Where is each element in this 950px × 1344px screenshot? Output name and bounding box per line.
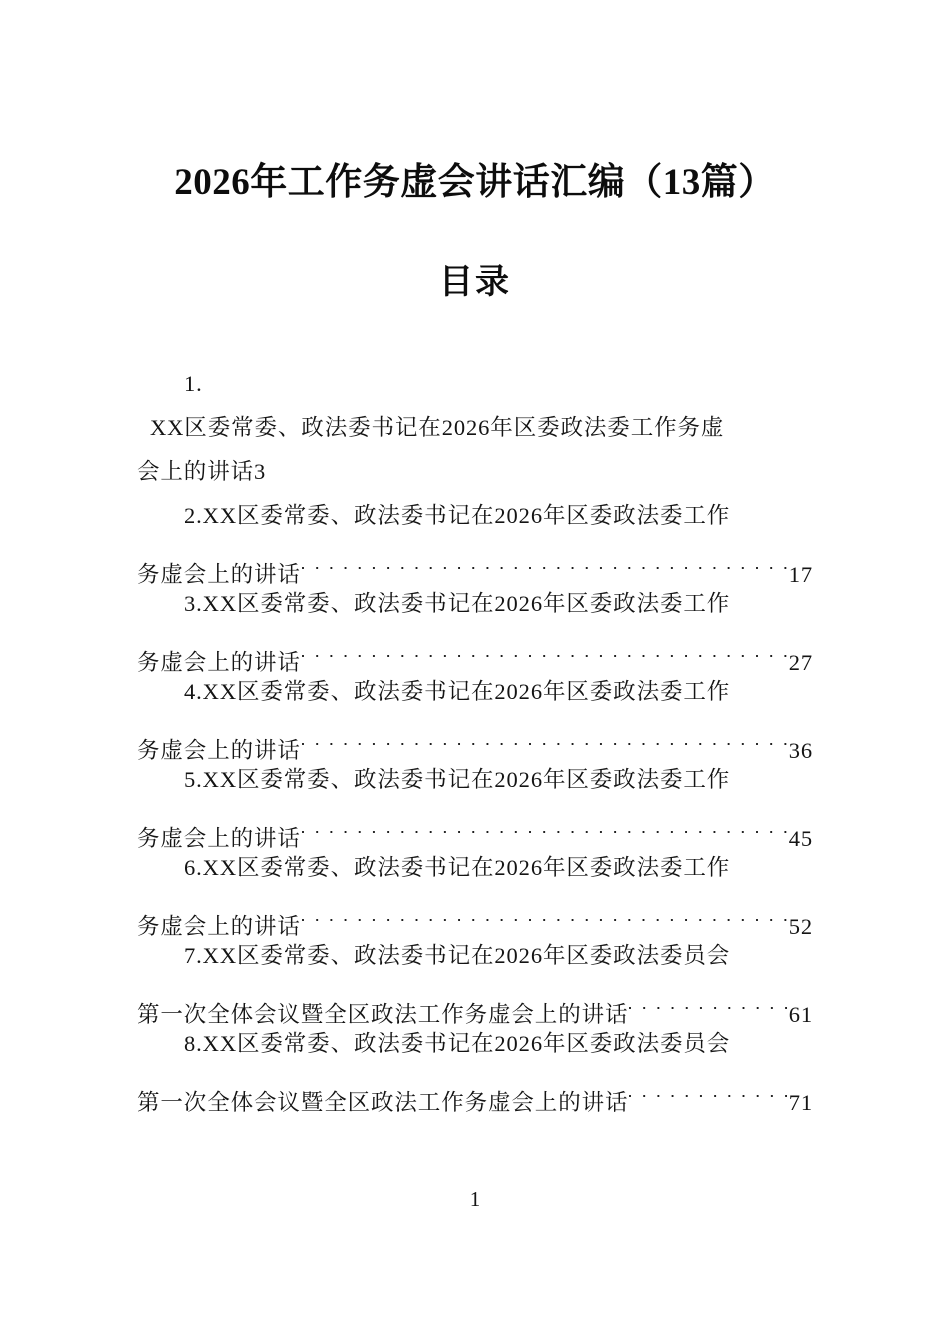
dot-leader (629, 978, 787, 1022)
page-footer-number: 1 (469, 1187, 481, 1211)
toc-entry[interactable] (137, 1022, 813, 1115)
toc-entry-title-line-1: 7.XX区委常委、政法委书记在2026年区委政法委员会 (184, 943, 731, 968)
toc-entry-leader-line (137, 890, 813, 939)
toc-entry[interactable] (137, 758, 813, 851)
toc-entry-title-line-2: 务虚会上的讲话 (137, 562, 301, 587)
toc-entry-title-text: 会上的讲话 (137, 459, 255, 484)
toc-entry-title-line-1: 3.XX区委常委、政法委书记在2026年区委政法委工作 (184, 591, 731, 616)
toc-entry-title-line-2: 务虚会上的讲话 (137, 650, 301, 675)
toc-entry-title-line-2: 务虚会上的讲话 (137, 738, 301, 763)
table-of-contents-list (137, 362, 813, 1115)
toc-entry-title-line-2: 第一次全体会议暨全区政法工作务虚会上的讲话 (137, 1090, 629, 1115)
toc-entry-page-number: 17 (788, 562, 813, 587)
toc-entry-title-line-2: 务虚会上的讲话 (137, 826, 301, 851)
toc-entry-title-line-1: 6.XX区委常委、政法委书记在2026年区委政法委工作 (184, 855, 731, 880)
dot-leader (302, 890, 788, 934)
toc-entry[interactable] (137, 670, 813, 763)
toc-entry-title-line-1: 8.XX区委常委、政法委书记在2026年区委政法委员会 (184, 1031, 731, 1056)
toc-entry-number: 1. (184, 371, 203, 396)
toc-entry-title-line-1: XX区委常委、政法委书记在2026年区委政法委工作务虚 (150, 415, 725, 440)
toc-entry-leader-line (137, 802, 813, 851)
toc-entry-page-number: 71 (788, 1090, 813, 1115)
toc-entry-title-line-2: 务虚会上的讲话 (137, 914, 301, 939)
toc-entry-leader-line (137, 1066, 813, 1115)
toc-entry[interactable] (137, 846, 813, 939)
dot-leader (629, 1066, 787, 1110)
toc-entry-leader-line (137, 538, 813, 587)
toc-entry-leader-line (137, 626, 813, 675)
toc-entry[interactable] (137, 494, 813, 587)
dot-leader (302, 714, 788, 758)
toc-entry-page-number: 61 (788, 1002, 813, 1027)
document-title: 2026年工作务虚会讲话汇编（13篇） (174, 162, 776, 203)
toc-entry-page-number: 3 (254, 459, 267, 484)
toc-entry-leader-line (137, 978, 813, 1027)
toc-entry-leader-line (137, 714, 813, 763)
toc-entry-page-number: 27 (788, 650, 813, 675)
toc-entry-page-number: 52 (788, 914, 813, 939)
toc-entry-page-number: 45 (788, 826, 813, 851)
table-of-contents-heading: 目录 (439, 264, 511, 301)
toc-entry-title-line-1: 5.XX区委常委、政法委书记在2026年区委政法委工作 (184, 767, 731, 792)
toc-entry-title-line-1: 4.XX区委常委、政法委书记在2026年区委政法委工作 (184, 679, 731, 704)
toc-entry-title-line-2 (137, 450, 813, 494)
toc-entry[interactable] (137, 582, 813, 675)
dot-leader (302, 626, 788, 670)
toc-entry[interactable] (137, 362, 813, 494)
dot-leader (302, 802, 788, 846)
toc-entry-page-number: 36 (788, 738, 813, 763)
dot-leader (302, 538, 788, 582)
toc-entry-title-line-1: 2.XX区委常委、政法委书记在2026年区委政法委工作 (184, 503, 731, 528)
toc-entry[interactable] (137, 934, 813, 1027)
toc-entry-title-line-2: 第一次全体会议暨全区政法工作务虚会上的讲话 (137, 1002, 629, 1027)
